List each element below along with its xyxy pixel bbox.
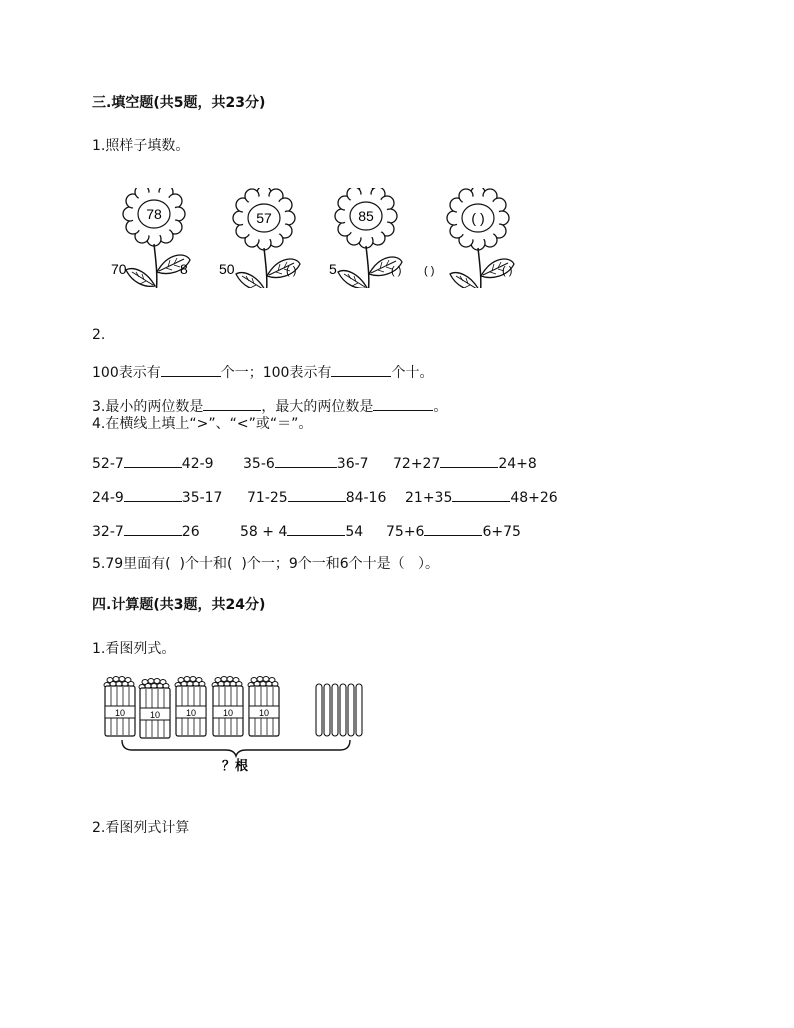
q4-row-2-item-2 <box>247 487 386 507</box>
q4-left: 24-9 <box>92 490 124 506</box>
q4-blank[interactable] <box>440 453 498 468</box>
s4-q1-prompt: 1.看图列式。 <box>92 641 176 657</box>
q4-right: 26 <box>181 524 200 540</box>
q4-blank[interactable] <box>424 521 482 536</box>
flower-4-left: ( ) <box>424 265 435 277</box>
bundle-label: 10 <box>258 708 270 718</box>
q4-row-2-item-1 <box>92 487 222 507</box>
single-sticks <box>316 684 362 736</box>
flower-3-left: 5 <box>329 261 337 277</box>
q4-right: 42-9 <box>181 456 214 472</box>
q3-blank-2[interactable] <box>373 396 433 411</box>
q4-blank[interactable] <box>275 453 337 468</box>
flower-1-left: 70 <box>111 261 127 277</box>
q4-left: 32-7 <box>92 524 124 540</box>
sticks-bundles-illustration <box>100 672 380 777</box>
brace-label: ？根 <box>221 758 249 773</box>
q5-text: 5.79里面有( )个十和( )个一；9个一和6个十是（ ）。 <box>92 556 439 572</box>
section4-heading: 四.计算题(共3题，共24分) <box>92 597 266 613</box>
q4-row-3-item-2 <box>240 521 363 541</box>
q4-left: 75+6 <box>386 524 425 540</box>
q4-blank[interactable] <box>288 487 346 502</box>
q4-prompt: 4.在横线上填上“>”、“<”或“＝”。 <box>92 416 313 432</box>
q3-part-c: 。 <box>433 399 448 415</box>
q4-blank[interactable] <box>124 521 182 536</box>
q4-blank[interactable] <box>124 453 182 468</box>
q2-part-b: 个一；100表示有 <box>220 365 332 381</box>
sunflower-illustration <box>100 188 560 288</box>
flower-2-center: 57 <box>256 210 272 226</box>
q3-blank-1[interactable] <box>203 396 261 411</box>
q4-right: 6+75 <box>482 524 521 540</box>
q2-blank-2[interactable] <box>331 362 391 377</box>
q2-part-c: 个十。 <box>391 365 434 381</box>
curly-brace <box>122 740 350 756</box>
bundle-label: 10 <box>222 708 234 718</box>
bundle-label: 10 <box>185 708 197 718</box>
flower-2-left: 50 <box>219 261 235 277</box>
q4-left: 52-7 <box>92 456 124 472</box>
q4-right: 36-7 <box>336 456 369 472</box>
q4-row-1-item-3 <box>393 453 537 473</box>
q4-row-3-item-3 <box>386 521 521 541</box>
q2-blank-1[interactable] <box>161 362 221 377</box>
q3-part-a: 3.最小的两位数是 <box>92 399 204 415</box>
q2-number: 2. <box>92 327 106 343</box>
q4-right: 84-16 <box>345 490 387 506</box>
q4-left: 35-6 <box>243 456 275 472</box>
q2-line <box>92 362 433 382</box>
flower-1-center: 78 <box>146 206 162 222</box>
q1-prompt: 1.照样子填数。 <box>92 138 190 154</box>
s4-q2-prompt: 2.看图列式计算 <box>92 820 190 836</box>
flower-3-center: 85 <box>358 208 374 224</box>
flower-4-center: ( ) <box>471 210 485 226</box>
q4-right: 48+26 <box>510 490 558 506</box>
flower-1-right: 8 <box>180 261 188 277</box>
q2-part-a: 100表示有 <box>92 365 161 381</box>
q4-blank[interactable] <box>287 521 345 536</box>
q4-right: 54 <box>345 524 364 540</box>
q4-left: 58 + 4 <box>240 524 288 540</box>
q3-part-b: ，最大的两位数是 <box>261 399 374 415</box>
flower-3-right: ( ) <box>391 265 402 277</box>
q4-left: 72+27 <box>393 456 441 472</box>
q4-row-2-item-3 <box>405 487 558 507</box>
bundle-label: 10 <box>149 710 161 720</box>
q4-right: 24+8 <box>498 456 537 472</box>
q4-blank[interactable] <box>452 487 510 502</box>
flower-2-right: ( ) <box>286 265 297 277</box>
q4-blank[interactable] <box>124 487 182 502</box>
flower-4-right: ( ) <box>502 265 513 277</box>
q4-left: 21+35 <box>405 490 453 506</box>
q4-right: 35-17 <box>181 490 223 506</box>
q3-line <box>92 396 447 416</box>
section3-heading: 三.填空题(共5题，共23分) <box>92 95 266 111</box>
q4-row-3-item-1 <box>92 521 200 541</box>
q4-left: 71-25 <box>247 490 288 506</box>
bundle-label: 10 <box>114 708 126 718</box>
q4-row-1-item-2 <box>243 453 369 473</box>
q4-row-1-item-1 <box>92 453 214 473</box>
